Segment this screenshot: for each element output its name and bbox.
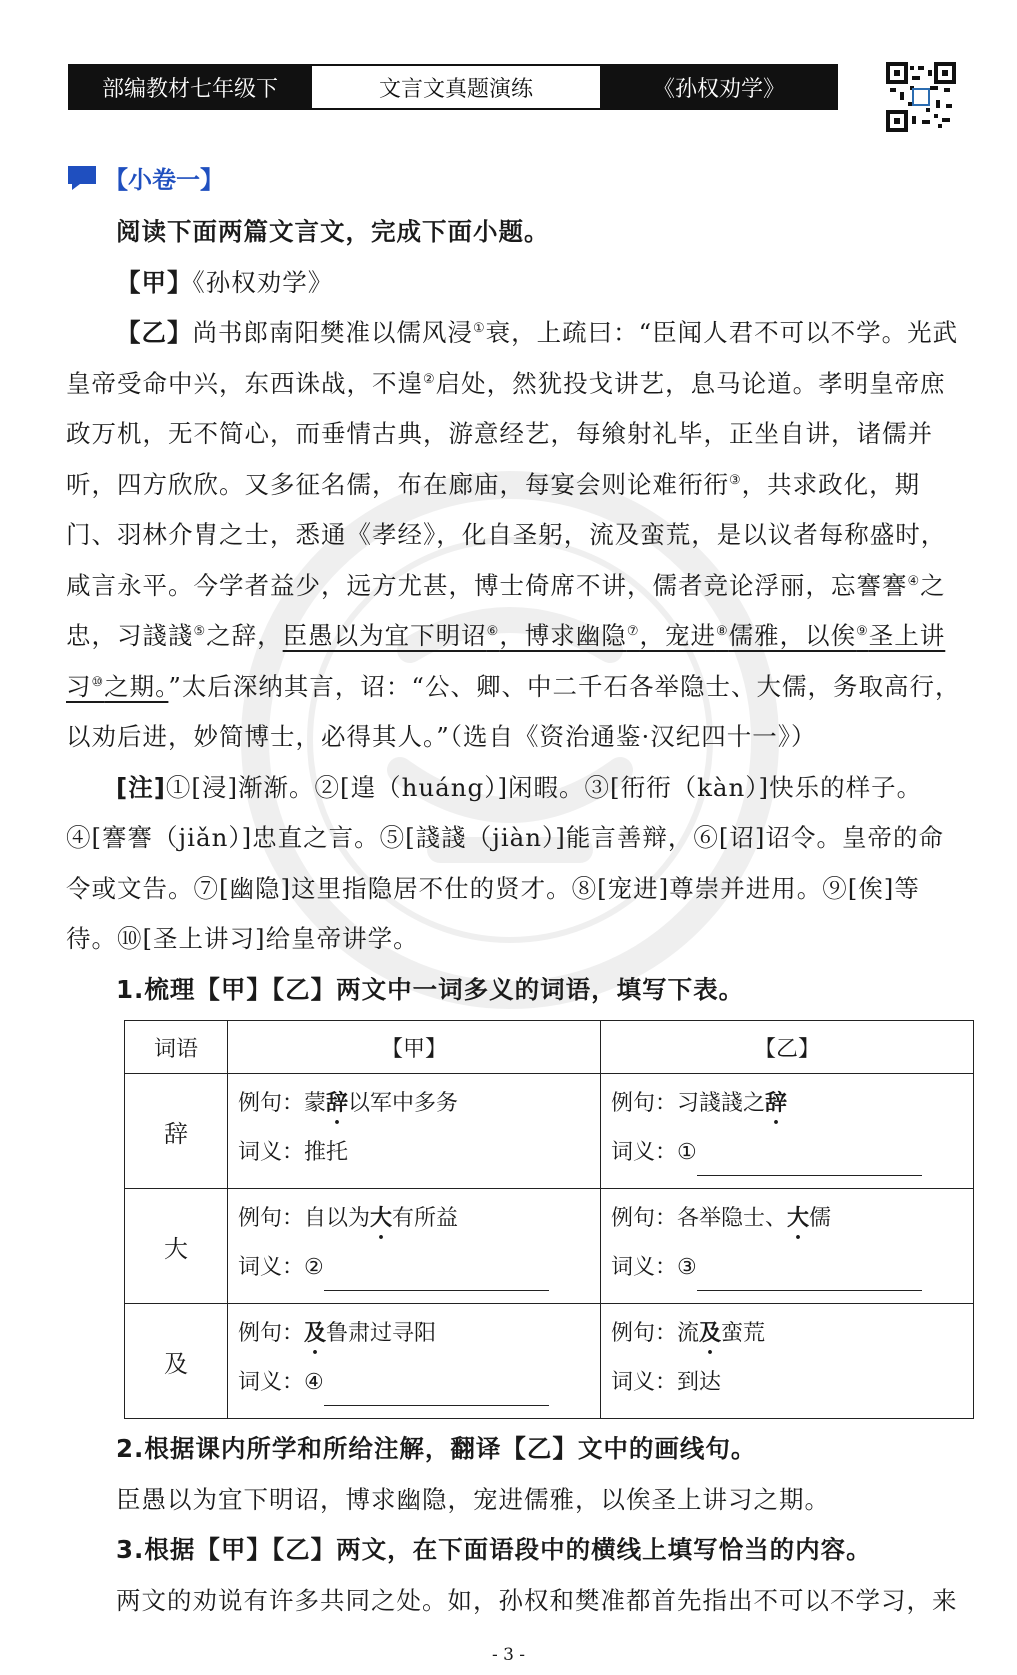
example-text: 各举隐士、 (677, 1206, 788, 1231)
meaning-label: 词义： (238, 1370, 305, 1395)
example-label: 例句： (238, 1091, 305, 1116)
table-row (125, 1304, 974, 1419)
underlined-sentence: 臣愚以为宜下明诏⑥，博求幽隐⑦，宠进⑧儒雅，以俟⑨圣上讲习⑩之期。 (66, 621, 946, 701)
chat-bubble-icon (66, 164, 98, 192)
yi-text: 启处，然犹投戈讲艺，息马论道。孝明皇帝庶政万机，无不简心，而垂情古典，游意经艺，每飨射礼毕，正坐自讲，诸儒并听，四方欣欣。又多征名儒，布在廊庙，每宴会则论难衎衎 (66, 368, 946, 499)
blank-number: ④ (304, 1370, 324, 1395)
key-word: 大 (787, 1205, 810, 1231)
header-subject: 文言文真题演练 (310, 66, 602, 108)
questions-block (66, 1424, 961, 1626)
example-text: 以军中多务 (348, 1091, 459, 1116)
yi-underline: 臣愚以为宜下明诏 (282, 621, 487, 650)
example-label: 例句： (238, 1321, 305, 1346)
example-label: 例句： (611, 1321, 678, 1346)
yi-underline: 之期。 (104, 671, 169, 701)
yi-text: ”太后深纳其言，诏：“公、卿、中二千石各举隐士、大儒，务取高行，以劝后进，妙简博士，必得其人。”（选自《资治通鉴·汉纪四十一》） (66, 671, 961, 751)
passage-yi: 【乙】尚书郎南阳樊准以儒风浸①衰，上疏曰：“臣闻人君不可以不学。光武皇帝受命中兴，东西诛战，不遑②启处，然犹投戈讲艺，息马论道。孝明皇帝庶政万机，无不简心，而垂情古典，游意经艺，每飨射礼毕，正坐自讲，诸儒并听，四方欣欣。又多征名儒，布在廊庙，每宴会则论难衎衎③，共求政化，期门、羽林介胄之士，悉通《孝经》，化自圣躬，流及蛮荒，是以议者每称盛时，咸言永平。今学者益少，远方尤甚，博士倚席不讲，儒者竞论浮丽，忘謇謇④之忠，习諓諓⑤之辞，臣愚以为宜下明诏⑥，博求幽隐⑦，宠进⑧儒雅，以俟⑨圣上讲习⑩之期。”太后深纳其言，诏：“公、卿、中二千石各举隐士、大儒，务取高行，以劝后进，妙简博士，必得其人。”（选自《资治通鉴·汉纪四十一》） (66, 318, 961, 751)
word-cell: 大 (125, 1189, 228, 1304)
example-label: 例句： (611, 1206, 678, 1231)
yi-cell (601, 1074, 974, 1189)
question-2: 2.根据课内所学和所给注解，翻译【乙】文中的画线句。 (116, 1434, 757, 1463)
yi-cell (601, 1304, 974, 1419)
meaning-label: 词义： (611, 1140, 678, 1165)
question-2-sentence: 臣愚以为宜下明诏，博求幽隐，宠进儒雅，以俟圣上讲习之期。 (116, 1484, 830, 1514)
yi-text: 衰，上疏曰：“臣闻人君不可以不学。光武皇帝受命中兴，东西诛战，不遑 (66, 318, 959, 398)
answer-blank[interactable] (697, 1145, 922, 1176)
example-label: 例句： (611, 1091, 678, 1116)
meaning-label: 词义： (611, 1255, 678, 1280)
key-word: 及 (699, 1320, 722, 1346)
key-word: 及 (304, 1320, 327, 1346)
blank-number: ② (304, 1255, 324, 1280)
yi-cell (601, 1189, 974, 1304)
meaning-label: 词义： (238, 1255, 305, 1280)
reading-body (66, 207, 961, 1015)
table-header-row (125, 1021, 974, 1074)
example-text: 自以为 (304, 1206, 371, 1231)
meaning-label: 词义： (611, 1370, 678, 1395)
table-row (125, 1074, 974, 1189)
example-label: 例句： (238, 1206, 305, 1231)
jia-cell (228, 1074, 601, 1189)
meaning-text: 到达 (677, 1370, 722, 1395)
intro-instruction: 阅读下面两篇文言文，完成下面小题。 (116, 217, 550, 246)
yi-text: 之辞， (206, 621, 283, 650)
answer-blank[interactable] (324, 1260, 549, 1291)
yi-underline: 儒雅，以俟 (728, 621, 857, 650)
header-grade: 部编教材七年级下 (70, 66, 310, 108)
meaning-text: 推托 (304, 1140, 349, 1165)
example-text: 流 (677, 1321, 700, 1346)
section-title-text: 【小卷一】 (104, 166, 224, 194)
section-title (66, 160, 224, 195)
page-number: - 3 - (491, 1645, 526, 1665)
word-cell: 辞 (125, 1074, 228, 1189)
example-text: 习諓諓之 (677, 1091, 766, 1116)
notes-text: ①[浸]渐渐。②[遑（huáng）]闲暇。③[衎衎（kàn）]快乐的样子。④[謇謇（jiǎn）]忠直之言。⑤[諓諓（jiàn）]能言善辩，⑥[诏]诏令。皇帝的命令或文告。⑦[幽隐]这里指隐居不仕的贤才。⑧[宠进]尊崇并进用。⑨[俟]等待。⑩[圣上讲习]给皇帝讲学。 (66, 772, 944, 953)
yi-text: 尚书郎南阳樊准以儒风浸 (192, 318, 473, 347)
yi-text: ，共求政化，期门、羽林介胄之士，悉通《孝经》，化自圣躬，流及蛮荒，是以议者每称盛时，咸言永平。今学者益少，远方尤甚，博士倚席不讲，儒者竞论浮丽，忘謇謇 (66, 469, 947, 600)
example-text: 儒 (809, 1206, 832, 1231)
question-3: 3.根据【甲】【乙】两文，在下面语段中的横线上填写恰当的内容。 (116, 1535, 872, 1564)
example-text: 鲁肃过寻阳 (326, 1321, 437, 1346)
blank-number: ③ (677, 1255, 697, 1280)
example-text: 蒙 (304, 1091, 327, 1116)
header-lesson: 《孙权劝学》 (602, 66, 836, 108)
blank-number: ① (677, 1140, 697, 1165)
word-cell: 及 (125, 1304, 228, 1419)
key-word: 大 (370, 1205, 393, 1231)
table-header: 【甲】 (228, 1021, 601, 1074)
question-3-text: 两文的劝说有许多共同之处。如，孙权和樊准都首先指出不可以不学习，来 (116, 1585, 958, 1615)
notes (66, 763, 961, 965)
answer-blank[interactable] (697, 1260, 922, 1291)
jia-label: 【甲】 (116, 267, 193, 297)
table-row (125, 1189, 974, 1304)
header-bar (68, 64, 838, 110)
table-header: 【乙】 (601, 1021, 974, 1074)
example-text: 有所益 (392, 1206, 459, 1231)
yi-underline: 圣上讲习 (66, 621, 946, 701)
jia-cell (228, 1189, 601, 1304)
key-word: 辞 (765, 1090, 788, 1116)
yi-underline: ，宠进 (639, 621, 716, 650)
question-1: 1.梳理【甲】【乙】两文中一词多义的词语，填写下表。 (116, 974, 745, 1004)
jia-cell (228, 1304, 601, 1419)
table-header: 词语 (125, 1021, 228, 1074)
polysemy-table (124, 1020, 974, 1419)
yi-text: 之忠，习諓諓 (66, 570, 946, 650)
key-word: 辞 (326, 1090, 349, 1116)
yi-label: 【乙】 (116, 318, 193, 347)
notes-label: [注] (116, 772, 166, 802)
meaning-label: 词义： (238, 1140, 305, 1165)
passage-jia (66, 258, 961, 309)
answer-blank[interactable] (324, 1375, 549, 1406)
qr-code-icon (886, 62, 956, 132)
yi-underline: ，博求幽隐 (499, 621, 627, 650)
example-text: 蛮荒 (721, 1321, 766, 1346)
jia-title: 《孙权劝学》 (192, 267, 334, 297)
